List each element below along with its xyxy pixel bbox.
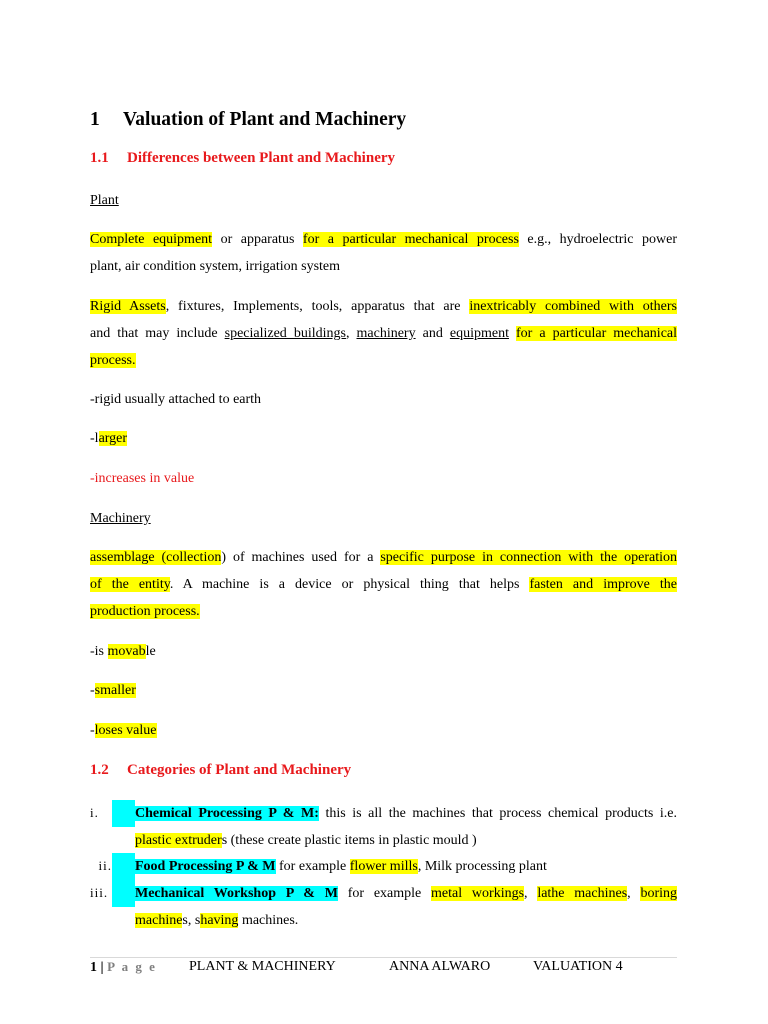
heading-1 <box>90 109 406 131</box>
text-line: i. Chemical Processing P & M: this is all the machines that process chemical products i.e. <box>90 799 677 827</box>
plant-bullet-larger: -larger <box>90 431 128 446</box>
category-item-chemical <box>90 799 677 854</box>
plant-paragraph-2 <box>90 293 677 374</box>
plant-bullet-increases: -increases in value <box>90 471 195 486</box>
footer-page-number: 1 | P a g e <box>90 959 157 975</box>
text-line: plant, air condition system, irrigation system <box>90 259 341 274</box>
text-line: machines, shaving machines. <box>135 913 299 928</box>
heading-1-number: 1 <box>90 109 100 130</box>
heading-1-1-number: 1.1 <box>90 150 109 166</box>
text-line: assemblage (collection) of machines used for a specific purpose in connection with the operation <box>90 550 677 565</box>
machinery-bullet-smaller: -smaller <box>90 683 136 698</box>
machinery-label: Machinery <box>90 511 151 526</box>
text-line: of the entity. A machine is a device or physical thing that helps fasten and improve the <box>90 577 677 592</box>
heading-1-2-title: Categories of Plant and Machinery <box>127 762 352 778</box>
text-line: iii. Mechanical Workshop P & M for example metal workings, lathe machines, boring <box>90 879 677 907</box>
heading-1-1 <box>90 150 395 167</box>
footer-author: ANNA ALWARO <box>389 959 491 974</box>
text-line: and that may include specialized buildings, machinery and equipment for a particular mechanical <box>90 326 678 341</box>
heading-1-2 <box>90 762 351 779</box>
machinery-bullet-movable: -is movable <box>90 644 156 659</box>
heading-1-title: Valuation of Plant and Machinery <box>123 109 407 130</box>
list-marker: iii. <box>90 885 109 900</box>
heading-1-1-title: Differences between Plant and Machinery <box>127 150 396 166</box>
plant-label: Plant <box>90 193 119 208</box>
text-line: plastic extruders (these create plastic items in plastic mould ) <box>135 833 477 848</box>
category-item-mechanical <box>90 879 677 934</box>
text-line: production process. <box>90 604 200 619</box>
text-line: process. <box>90 353 136 368</box>
footer-title: PLANT & MACHINERY <box>189 959 336 974</box>
text-line: Rigid Assets, fixtures, Implements, tools, apparatus that are inextricably combined with others <box>90 299 677 314</box>
machinery-bullet-loses-value: -loses value <box>90 723 157 738</box>
machinery-paragraph <box>90 544 677 625</box>
list-marker: i. <box>90 805 99 820</box>
plant-paragraph-1 <box>90 226 677 280</box>
list-marker: ii. <box>98 858 112 873</box>
category-item-food <box>90 852 677 880</box>
text-line: Complete equipment or apparatus for a particular mechanical process e.g., hydroelectric power <box>90 232 677 247</box>
text-line: ii. Food Processing P & M for example flower mills, Milk processing plant <box>90 852 677 880</box>
footer-divider <box>90 957 677 958</box>
heading-1-2-number: 1.2 <box>90 762 109 778</box>
plant-bullet-rigid: -rigid usually attached to earth <box>90 392 262 407</box>
footer-course: VALUATION 4 <box>533 959 623 974</box>
